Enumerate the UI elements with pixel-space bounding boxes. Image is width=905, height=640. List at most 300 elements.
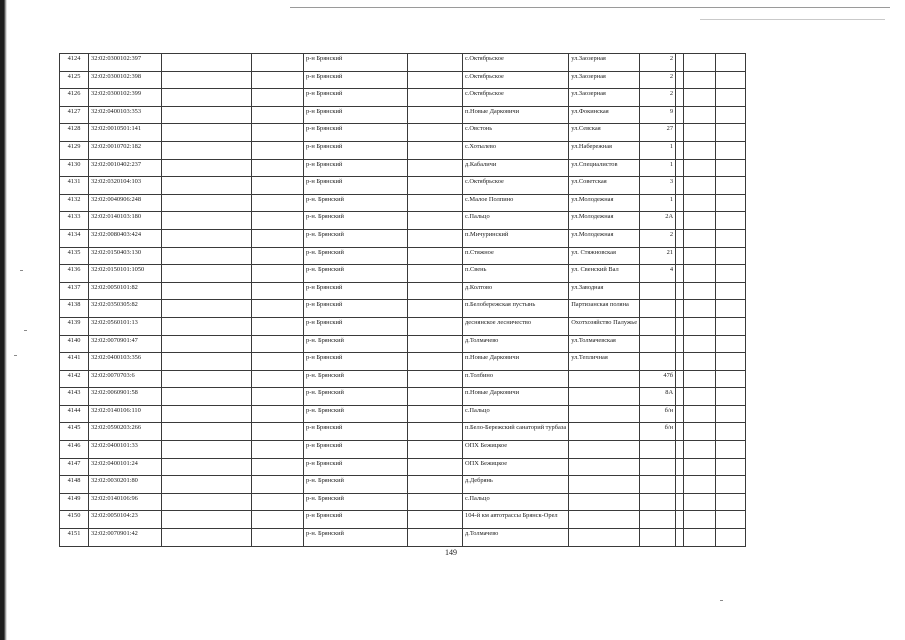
empty-cell xyxy=(408,405,463,423)
locality-cell: п.Свень xyxy=(463,265,569,283)
street-cell: Партизанская поляна xyxy=(569,300,640,318)
empty-cell xyxy=(162,493,252,511)
empty-cell xyxy=(684,54,716,72)
table-row xyxy=(60,282,746,300)
empty-cell xyxy=(252,106,304,124)
cadastral-number-cell: 32:02:0140106:96 xyxy=(89,493,162,511)
table-row xyxy=(60,212,746,230)
cadastral-number-cell: 32:02:0070703:6 xyxy=(89,370,162,388)
empty-cell xyxy=(676,194,684,212)
empty-cell xyxy=(408,141,463,159)
house-number-cell: 8А xyxy=(640,388,676,406)
cadastral-number-cell: 32:02:0140103:180 xyxy=(89,212,162,230)
house-number-cell: 4 xyxy=(640,265,676,283)
empty-cell xyxy=(162,441,252,459)
house-number-cell: 2А xyxy=(640,212,676,230)
street-cell: ул.Заозерная xyxy=(569,89,640,107)
empty-cell xyxy=(408,441,463,459)
empty-cell xyxy=(676,141,684,159)
empty-cell xyxy=(252,229,304,247)
locality-cell: с.Хотылево xyxy=(463,141,569,159)
empty-cell xyxy=(716,89,746,107)
empty-cell xyxy=(252,511,304,529)
house-number-cell: 27 xyxy=(640,124,676,142)
cadastral-number-cell: 32:02:0050101:82 xyxy=(89,282,162,300)
empty-cell xyxy=(716,476,746,494)
cadastral-number-cell: 32:02:0140106:110 xyxy=(89,405,162,423)
empty-cell xyxy=(676,476,684,494)
empty-cell xyxy=(716,124,746,142)
cadastral-number-cell: 32:02:0150101:1050 xyxy=(89,265,162,283)
row-number-cell: 4126 xyxy=(60,89,89,107)
cadastral-number-cell: 32:02:0560101:13 xyxy=(89,317,162,335)
empty-cell xyxy=(676,300,684,318)
district-cell: р-н. Брянский xyxy=(304,493,408,511)
row-number-cell: 4137 xyxy=(60,282,89,300)
street-cell: ул.Молодежная xyxy=(569,229,640,247)
cadastral-number-cell: 32:02:0300102:397 xyxy=(89,54,162,72)
empty-cell xyxy=(684,124,716,142)
table-row xyxy=(60,71,746,89)
empty-cell xyxy=(252,335,304,353)
cadastral-number-cell: 32:02:0400101:24 xyxy=(89,458,162,476)
empty-cell xyxy=(252,282,304,300)
table-row xyxy=(60,106,746,124)
empty-cell xyxy=(162,300,252,318)
empty-cell xyxy=(676,353,684,371)
empty-cell xyxy=(252,353,304,371)
empty-cell xyxy=(408,353,463,371)
row-number-cell: 4140 xyxy=(60,335,89,353)
row-number-cell: 4151 xyxy=(60,529,89,547)
empty-cell xyxy=(162,124,252,142)
district-cell: р-н Брянский xyxy=(304,89,408,107)
empty-cell xyxy=(162,212,252,230)
house-number-cell xyxy=(640,353,676,371)
scan-top-line-short xyxy=(700,19,885,20)
table-row xyxy=(60,493,746,511)
empty-cell xyxy=(162,317,252,335)
row-number-cell: 4147 xyxy=(60,458,89,476)
empty-cell xyxy=(684,71,716,89)
street-cell: ул.Заводная xyxy=(569,282,640,300)
table-row xyxy=(60,388,746,406)
empty-cell xyxy=(676,247,684,265)
empty-cell xyxy=(684,177,716,195)
street-cell: ул.Тепличная xyxy=(569,353,640,371)
street-cell: ул.Специалистов xyxy=(569,159,640,177)
empty-cell xyxy=(162,54,252,72)
table-row xyxy=(60,141,746,159)
street-cell: ул.Севская xyxy=(569,124,640,142)
house-number-cell: б/н xyxy=(640,405,676,423)
row-number-cell: 4127 xyxy=(60,106,89,124)
empty-cell xyxy=(408,89,463,107)
house-number-cell xyxy=(640,335,676,353)
empty-cell xyxy=(252,423,304,441)
empty-cell xyxy=(252,458,304,476)
locality-cell: д.Кабаличи xyxy=(463,159,569,177)
house-number-cell: 9 xyxy=(640,106,676,124)
empty-cell xyxy=(162,370,252,388)
district-cell: р-н Брянский xyxy=(304,124,408,142)
street-cell xyxy=(569,529,640,547)
locality-cell: с.Октябрьское xyxy=(463,89,569,107)
district-cell: р-н. Брянский xyxy=(304,229,408,247)
empty-cell xyxy=(162,511,252,529)
empty-cell xyxy=(676,124,684,142)
district-cell: р-н Брянский xyxy=(304,159,408,177)
empty-cell xyxy=(252,370,304,388)
street-cell xyxy=(569,405,640,423)
locality-cell: с.Октябрьское xyxy=(463,177,569,195)
empty-cell xyxy=(408,177,463,195)
empty-cell xyxy=(162,265,252,283)
row-number-cell: 4146 xyxy=(60,441,89,459)
scan-speck xyxy=(14,355,17,356)
house-number-cell xyxy=(640,511,676,529)
empty-cell xyxy=(684,229,716,247)
empty-cell xyxy=(684,529,716,547)
empty-cell xyxy=(252,212,304,230)
district-cell: р-н. Брянский xyxy=(304,194,408,212)
empty-cell xyxy=(716,265,746,283)
row-number-cell: 4124 xyxy=(60,54,89,72)
empty-cell xyxy=(684,370,716,388)
district-cell: р-н Брянский xyxy=(304,106,408,124)
street-cell xyxy=(569,388,640,406)
row-number-cell: 4132 xyxy=(60,194,89,212)
street-cell: ул.Толмачевская xyxy=(569,335,640,353)
district-cell: р-н Брянский xyxy=(304,353,408,371)
cadastral-number-cell: 32:02:0320104:103 xyxy=(89,177,162,195)
street-cell xyxy=(569,493,640,511)
empty-cell xyxy=(162,335,252,353)
empty-cell xyxy=(252,300,304,318)
row-number-cell: 4131 xyxy=(60,177,89,195)
district-cell: р-н. Брянский xyxy=(304,388,408,406)
house-number-cell: б/н xyxy=(640,423,676,441)
empty-cell xyxy=(684,106,716,124)
table-row xyxy=(60,194,746,212)
page-number: 149 xyxy=(445,548,457,557)
cadastral-number-cell: 32:02:0400101:33 xyxy=(89,441,162,459)
locality-cell: с.Малое Полпино xyxy=(463,194,569,212)
street-cell: ул.Набережная xyxy=(569,141,640,159)
empty-cell xyxy=(684,493,716,511)
empty-cell xyxy=(162,282,252,300)
empty-cell xyxy=(676,370,684,388)
empty-cell xyxy=(252,405,304,423)
empty-cell xyxy=(676,177,684,195)
empty-cell xyxy=(716,441,746,459)
empty-cell xyxy=(716,229,746,247)
district-cell: р-н Брянский xyxy=(304,141,408,159)
empty-cell xyxy=(684,511,716,529)
table-row xyxy=(60,54,746,72)
empty-cell xyxy=(676,493,684,511)
empty-cell xyxy=(716,493,746,511)
locality-cell: п.Стяжное xyxy=(463,247,569,265)
row-number-cell: 4135 xyxy=(60,247,89,265)
table-row xyxy=(60,177,746,195)
street-cell: ул.Заозерная xyxy=(569,71,640,89)
empty-cell xyxy=(408,493,463,511)
row-number-cell: 4138 xyxy=(60,300,89,318)
cadastral-number-cell: 32:02:0150403:130 xyxy=(89,247,162,265)
house-number-cell: 1 xyxy=(640,141,676,159)
empty-cell xyxy=(162,141,252,159)
empty-cell xyxy=(716,194,746,212)
empty-cell xyxy=(252,388,304,406)
empty-cell xyxy=(716,388,746,406)
locality-cell: д.Толмачево xyxy=(463,529,569,547)
empty-cell xyxy=(676,106,684,124)
district-cell: р-н. Брянский xyxy=(304,212,408,230)
empty-cell xyxy=(408,511,463,529)
street-cell: ул. Стяжновская xyxy=(569,247,640,265)
cadastral-number-cell: 32:02:0060901:58 xyxy=(89,388,162,406)
table-row xyxy=(60,353,746,371)
scan-left-edge xyxy=(0,0,7,640)
cadastral-number-cell: 32:02:0010702:182 xyxy=(89,141,162,159)
empty-cell xyxy=(684,300,716,318)
empty-cell xyxy=(676,423,684,441)
house-number-cell: 2 xyxy=(640,54,676,72)
house-number-cell xyxy=(640,458,676,476)
district-cell: р-н. Брянский xyxy=(304,370,408,388)
street-cell xyxy=(569,458,640,476)
street-cell: ул.Молодежная xyxy=(569,194,640,212)
locality-cell: п.Толбино xyxy=(463,370,569,388)
table-row xyxy=(60,476,746,494)
empty-cell xyxy=(676,265,684,283)
locality-cell: п.Новые Дарковичи xyxy=(463,388,569,406)
empty-cell xyxy=(252,124,304,142)
street-cell xyxy=(569,423,640,441)
empty-cell xyxy=(676,511,684,529)
empty-cell xyxy=(716,141,746,159)
row-number-cell: 4128 xyxy=(60,124,89,142)
empty-cell xyxy=(684,282,716,300)
empty-cell xyxy=(676,71,684,89)
empty-cell xyxy=(716,529,746,547)
empty-cell xyxy=(252,247,304,265)
street-cell: ул. Свенский Вал xyxy=(569,265,640,283)
empty-cell xyxy=(252,529,304,547)
empty-cell xyxy=(162,353,252,371)
district-cell: р-н Брянский xyxy=(304,317,408,335)
street-cell: ул.Заозерная xyxy=(569,54,640,72)
table-row xyxy=(60,458,746,476)
table-row xyxy=(60,405,746,423)
street-cell: Охотхозяйство Палужье xyxy=(569,317,640,335)
empty-cell xyxy=(676,458,684,476)
table-row xyxy=(60,89,746,107)
empty-cell xyxy=(408,335,463,353)
empty-cell xyxy=(408,317,463,335)
district-cell: р-н. Брянский xyxy=(304,265,408,283)
locality-cell: с.Пальцо xyxy=(463,493,569,511)
empty-cell xyxy=(716,511,746,529)
empty-cell xyxy=(716,71,746,89)
empty-cell xyxy=(684,405,716,423)
cadastral-number-cell: 32:02:0070901:42 xyxy=(89,529,162,547)
empty-cell xyxy=(684,247,716,265)
empty-cell xyxy=(162,388,252,406)
empty-cell xyxy=(676,89,684,107)
table-row xyxy=(60,370,746,388)
empty-cell xyxy=(684,335,716,353)
empty-cell xyxy=(252,265,304,283)
row-number-cell: 4136 xyxy=(60,265,89,283)
cadastral-number-cell: 32:02:0050104:23 xyxy=(89,511,162,529)
empty-cell xyxy=(408,212,463,230)
district-cell: р-н. Брянский xyxy=(304,529,408,547)
table-row xyxy=(60,124,746,142)
empty-cell xyxy=(684,159,716,177)
table-row xyxy=(60,159,746,177)
house-number-cell: 2 xyxy=(640,89,676,107)
empty-cell xyxy=(408,124,463,142)
empty-cell xyxy=(676,335,684,353)
empty-cell xyxy=(252,441,304,459)
empty-cell xyxy=(684,388,716,406)
empty-cell xyxy=(252,493,304,511)
locality-cell: деснянское лесничество xyxy=(463,317,569,335)
empty-cell xyxy=(408,282,463,300)
house-number-cell xyxy=(640,493,676,511)
table-row xyxy=(60,441,746,459)
empty-cell xyxy=(252,71,304,89)
cadastral-number-cell: 32:02:0400103:353 xyxy=(89,106,162,124)
street-cell: ул.Молодежная xyxy=(569,212,640,230)
empty-cell xyxy=(676,529,684,547)
table-row xyxy=(60,229,746,247)
locality-cell: п.Бело-Бережский санаторий турбаза xyxy=(463,423,569,441)
empty-cell xyxy=(408,71,463,89)
table-row xyxy=(60,317,746,335)
empty-cell xyxy=(684,212,716,230)
empty-cell xyxy=(684,458,716,476)
empty-cell xyxy=(716,282,746,300)
row-number-cell: 4142 xyxy=(60,370,89,388)
district-cell: р-н Брянский xyxy=(304,71,408,89)
registry-table xyxy=(59,53,746,547)
empty-cell xyxy=(408,458,463,476)
locality-cell: с.Октябрьское xyxy=(463,71,569,89)
district-cell: р-н Брянский xyxy=(304,511,408,529)
empty-cell xyxy=(408,265,463,283)
empty-cell xyxy=(252,476,304,494)
empty-cell xyxy=(408,300,463,318)
empty-cell xyxy=(676,159,684,177)
empty-cell xyxy=(252,141,304,159)
empty-cell xyxy=(684,141,716,159)
empty-cell xyxy=(684,423,716,441)
district-cell: р-н Брянский xyxy=(304,54,408,72)
cadastral-number-cell: 32:02:0300102:398 xyxy=(89,71,162,89)
empty-cell xyxy=(716,300,746,318)
house-number-cell xyxy=(640,300,676,318)
table-row xyxy=(60,335,746,353)
scan-top-line xyxy=(290,7,890,8)
locality-cell: с.Пальцо xyxy=(463,212,569,230)
empty-cell xyxy=(684,317,716,335)
cadastral-number-cell: 32:02:0010501:141 xyxy=(89,124,162,142)
empty-cell xyxy=(252,317,304,335)
house-number-cell: 21 xyxy=(640,247,676,265)
empty-cell xyxy=(684,265,716,283)
row-number-cell: 4148 xyxy=(60,476,89,494)
row-number-cell: 4134 xyxy=(60,229,89,247)
locality-cell: п.Новые Дарковичи xyxy=(463,353,569,371)
street-cell xyxy=(569,370,640,388)
locality-cell: д.Толмачево xyxy=(463,335,569,353)
district-cell: р-н Брянский xyxy=(304,282,408,300)
district-cell: р-н. Брянский xyxy=(304,476,408,494)
empty-cell xyxy=(162,194,252,212)
cadastral-number-cell: 32:02:0040906:248 xyxy=(89,194,162,212)
empty-cell xyxy=(162,529,252,547)
row-number-cell: 4149 xyxy=(60,493,89,511)
locality-cell: д.Колтово xyxy=(463,282,569,300)
empty-cell xyxy=(676,441,684,459)
locality-cell: п.Мичуринский xyxy=(463,229,569,247)
cadastral-number-cell: 32:02:0030201:80 xyxy=(89,476,162,494)
empty-cell xyxy=(676,282,684,300)
empty-cell xyxy=(162,405,252,423)
empty-cell xyxy=(408,388,463,406)
empty-cell xyxy=(684,353,716,371)
table-row xyxy=(60,265,746,283)
empty-cell xyxy=(716,405,746,423)
district-cell: р-н Брянский xyxy=(304,300,408,318)
empty-cell xyxy=(716,370,746,388)
empty-cell xyxy=(676,54,684,72)
empty-cell xyxy=(716,159,746,177)
table-row xyxy=(60,423,746,441)
cadastral-number-cell: 32:02:0080403:424 xyxy=(89,229,162,247)
locality-cell: с.Октябрьское xyxy=(463,54,569,72)
empty-cell xyxy=(252,177,304,195)
district-cell: р-н Брянский xyxy=(304,458,408,476)
empty-cell xyxy=(162,458,252,476)
empty-cell xyxy=(408,247,463,265)
empty-cell xyxy=(408,529,463,547)
empty-cell xyxy=(676,317,684,335)
empty-cell xyxy=(408,194,463,212)
house-number-cell: 1 xyxy=(640,159,676,177)
street-cell: ул.Советская xyxy=(569,177,640,195)
empty-cell xyxy=(162,159,252,177)
empty-cell xyxy=(676,405,684,423)
row-number-cell: 4143 xyxy=(60,388,89,406)
locality-cell: д.Дебрянь xyxy=(463,476,569,494)
house-number-cell xyxy=(640,282,676,300)
empty-cell xyxy=(408,370,463,388)
locality-cell: с.Пальцо xyxy=(463,405,569,423)
cadastral-number-cell: 32:02:0350305:82 xyxy=(89,300,162,318)
empty-cell xyxy=(162,71,252,89)
table-row xyxy=(60,300,746,318)
cadastral-number-cell: 32:02:0400103:356 xyxy=(89,353,162,371)
row-number-cell: 4133 xyxy=(60,212,89,230)
cadastral-number-cell: 32:02:0300102:399 xyxy=(89,89,162,107)
street-cell xyxy=(569,476,640,494)
empty-cell xyxy=(408,106,463,124)
district-cell: р-н Брянский xyxy=(304,423,408,441)
